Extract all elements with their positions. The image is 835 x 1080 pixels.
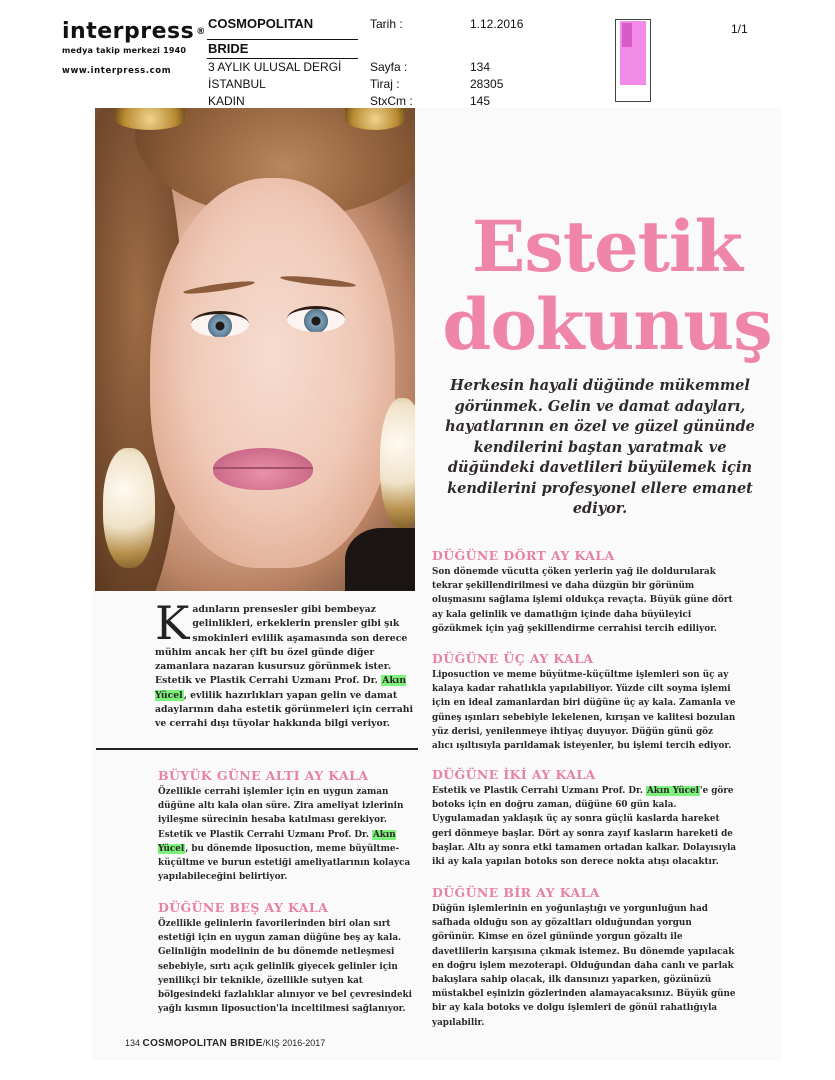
section-title: DÜĞÜNE İKİ AY KALA — [432, 767, 596, 782]
section-title: DÜĞÜNE DÖRT AY KALA — [432, 548, 615, 563]
photo-crown-right — [345, 108, 405, 130]
article-headline — [437, 205, 777, 366]
logo-tagline: medya takip merkezi 1940 — [62, 46, 187, 55]
section-five-months — [158, 900, 420, 1016]
interpress-logo — [62, 19, 206, 76]
drop-cap: K — [155, 596, 190, 650]
page-footer — [125, 1038, 325, 1049]
page-value: 134 — [470, 60, 491, 74]
photo-iris-left — [208, 314, 232, 337]
section-body: Liposuction ve meme büyütme-küçültme işlemleri son üç ay kalaya kadar rahatlıkla yapılabiliyor. Yüzde cilt soyma işlemi için en ideal zamanlardan biri düğüne üç ay kala. Zamanla ve güneş ışınları sebebiyle lekelenen, kırışan ve kalitesi bozulan yüz derisi, yenilenmeye ihtiyaç duyuyor. Düğün günü göz alıcı ışıltısıyla parıldamak isteyenler, bu işlemi tercih ediyor. — [432, 670, 736, 752]
page-count: 1/1 — [731, 22, 748, 36]
stxcm-label: StxCm : — [370, 94, 413, 108]
section-body — [158, 785, 418, 884]
logo-registered-mark: ® — [196, 27, 206, 37]
section-text-end: 'e göre botoks için en doğru zaman, düğüne 60 gün kala. Uygulamadan yaklaşık üç ay sonra güçlü kaslarda hareket geri dönmeye başlar. Dört ay sonra zayıf kasların hareketi de başlar. Altı ay sonra etki tamamen ortadan kalkar. Dolayısıyla iki ay kala yapılan botoks son derece nokta atışı olacaktır. — [432, 786, 737, 868]
section-text-start: Özellikle cerrahi işlemler için en uygun zaman düğüne altı kala olan süre. Zira ameliyat izlerinin iyileşme sürecinin hesaba katılması gerekiyor. Estetik ve Plastik Cerrahi Uzmanı Prof. Dr. — [158, 787, 404, 840]
lead-divider-rule — [96, 748, 418, 750]
publication-name-line2: BRIDE — [208, 41, 249, 56]
section-three-months — [432, 651, 737, 753]
section-title: DÜĞÜNE BİR AY KALA — [432, 885, 600, 900]
publication-type: 3 AYLIK ULUSAL DERGİ — [208, 60, 342, 74]
circulation-label: Tiraj : — [370, 77, 400, 91]
circulation-value: 28305 — [470, 77, 504, 91]
headline-line-2: dokunuş — [442, 283, 772, 366]
headline-line-1: Estetik — [471, 205, 743, 288]
publication-city: İSTANBUL — [208, 77, 266, 91]
section-one-month — [432, 885, 737, 1030]
footer-page-number: 134 — [125, 1038, 141, 1048]
page-thumbnail[interactable] — [615, 19, 651, 102]
photo-eye-left — [191, 311, 249, 337]
section-body: Son dönemde vücutta çöken yerlerin yağ ile doldurularak tekrar şekillendirilmesi ve daha düzgün bir görünüm oluşmasını sağlama işlemi oldukça revaçta. Büyük güne dört ay kala gelinlik ve damatlığın içinde daha büyüleyici gözükmek için yağ şekillendirme cerrahisi tercih ediliyor. — [432, 567, 733, 634]
highlighted-name: Akın Yücel — [158, 829, 396, 854]
photo-lips — [213, 448, 313, 490]
footer-brand: COSMOPOLITAN BRIDE — [142, 1038, 263, 1049]
magazine-page-scan — [92, 108, 782, 1060]
section-title: DÜĞÜNE BEŞ AY KALA — [158, 900, 329, 915]
section-six-months — [158, 768, 418, 884]
section-body — [432, 784, 737, 869]
lead-text-end: , evlilik hazırlıkları yapan gelin ve damat adaylarının daha estetik görünmeleri için cerrahi ve cerrahi dışı tüyolar hakkında bilgi veriyor. — [155, 689, 414, 730]
publication-category: KADIN — [208, 94, 245, 108]
section-body: Özellikle gelinlerin favorilerinden biri olan sırt estetiği için en uygun zaman düğüne beş ay kala. Gelinliğin modelinin de bu dönemde netleşmesi sebebiyle, sırtı açık gelinlik giyecek gelinler için yenilikçi bir teknikle, özellikle sutyen kat bölgesindeki fazlalıklar alınıyor ve bel çevresindeki yağlı kısmın liposuction'la inceltilmesi sağlanıyor. — [158, 919, 412, 1015]
logo-wordmark — [62, 19, 206, 44]
bride-portrait-photo — [95, 108, 415, 591]
highlighted-name: Akın Yücel — [155, 675, 407, 701]
highlighted-name: Akın Yücel — [646, 786, 699, 796]
section-two-months — [432, 767, 737, 869]
publication-name-line1: COSMOPOLITAN — [208, 16, 314, 31]
date-label: Tarih : — [370, 17, 403, 31]
section-text-start: Estetik ve Plastik Cerrahi Uzmanı Prof. Dr. — [432, 786, 643, 796]
photo-iris-right — [304, 309, 328, 332]
header-divider-1 — [207, 39, 358, 40]
section-title: BÜYÜK GÜNE ALTI AY KALA — [158, 768, 369, 783]
photo-crown-left — [115, 108, 185, 130]
photo-dress — [345, 528, 415, 591]
photo-eye-right — [287, 306, 345, 332]
photo-face — [150, 178, 395, 568]
section-body: Düğün işlemlerinin en yoğunlaştığı ve yorgunluğun had safhada olduğu son ay gözaltları olduğundan yorgun görünür. Kimse en özel gününde yorgun gözaltı ile davetlilerin karşısına çıkmak istemez. Bu dönemde yapılacak en doğru işlem mezoterapi. Olduğundan daha canlı ve parlak bakışlara sahip olacak, ilk dansınızı yaparken, gözünüzü müstakbel eşinizin gözlerinden alamayacaksınız. Büyük güne bir ay kala botoks ve dolgu işlemleri de gönül rahatlığıyla yapılabilir. — [432, 904, 736, 1028]
footer-issue: /KIŞ 2016-2017 — [262, 1038, 326, 1048]
logo-word: interpress — [62, 19, 195, 44]
photo-earring-right — [380, 398, 415, 528]
photo-lip-line — [213, 467, 313, 469]
section-four-months — [432, 548, 737, 636]
article-intro: Herkesin hayali düğünde mükemmel görünmek. Gelin ve damat adayları, hayatlarının en özel ve güzel gününde kendilerini baştan yaratmak ve düğündeki davetlileri büyülemek için kendilerini profesyonel ellere emanet ediyor. — [445, 377, 755, 517]
logo-url: www.interpress.com — [62, 66, 172, 76]
section-title: DÜĞÜNE ÜÇ AY KALA — [432, 651, 594, 666]
page-label: Sayfa : — [370, 60, 408, 74]
thumbnail-highlight — [620, 21, 646, 85]
stxcm-value: 145 — [470, 94, 491, 108]
date-value: 1.12.2016 — [470, 17, 524, 31]
article-lead-paragraph — [155, 596, 415, 732]
header-divider-2 — [207, 58, 358, 59]
photo-earring-left — [103, 448, 155, 568]
lead-text-start: adınların prensesler gibi bembeyaz gelinlikleri, erkeklerin prensler gibi şık smokinleri evlilik aşamasında son derece mühim ancak her çift bu özel günde diğer zamanlara nazaran kusursuz görünmek ister. Estetik ve Plastik Cerrahi Uzmanı Prof. Dr. — [155, 604, 408, 687]
section-text-end: , bu dönemde liposuction, meme büyültme-küçültme ve burun estetiği ameliyatlarının kolayca yapılabileceğini belirtiyor. — [158, 843, 411, 883]
